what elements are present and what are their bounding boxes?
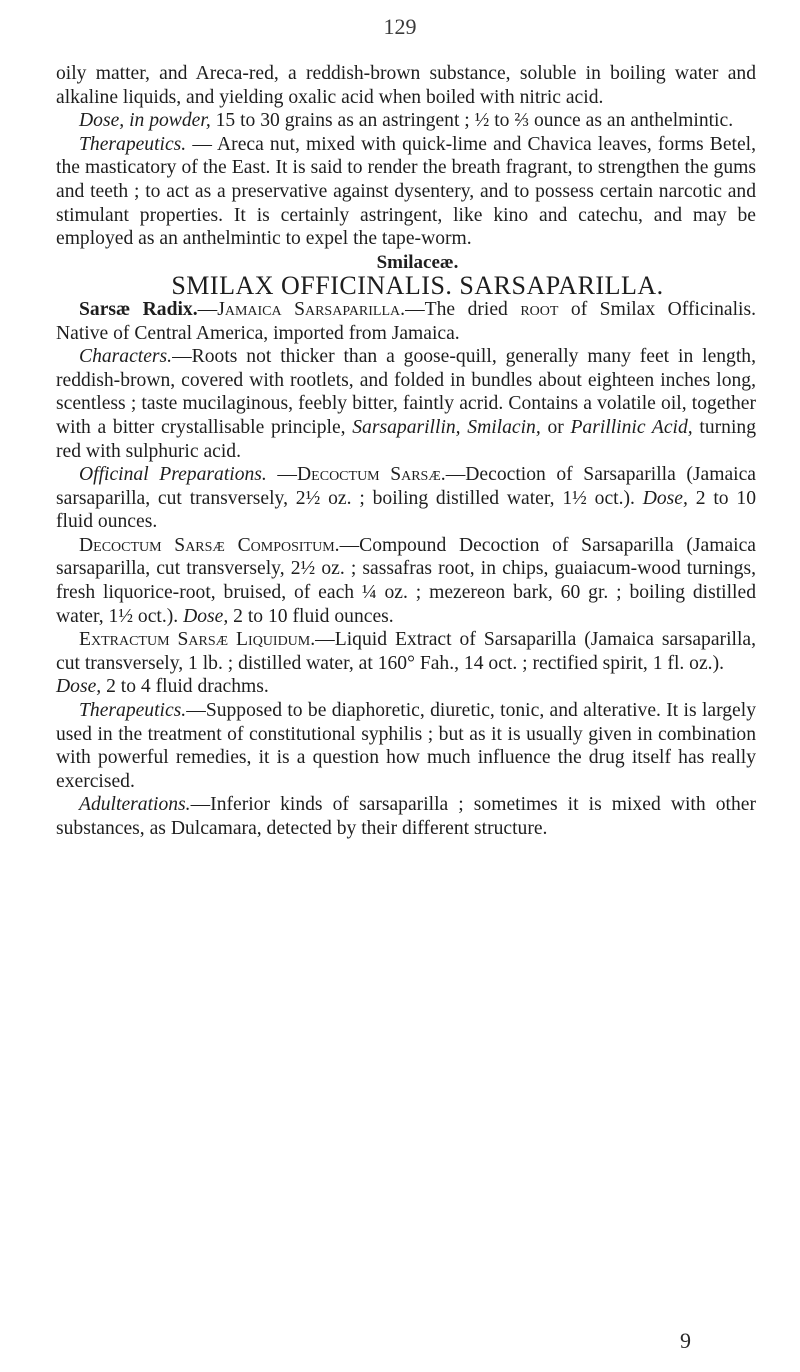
areca-dose-paragraph (56, 109, 756, 133)
compositum-dose: 2 to 10 fluid ounces. (228, 605, 394, 627)
signature-mark: 9 (680, 1328, 691, 1353)
adulterations-label: Adulterations. (79, 794, 191, 816)
extractum-dose: 2 to 4 fluid drachms. (101, 676, 269, 698)
smilax-therapeutics-label: Therapeutics. (79, 700, 187, 722)
compositum-text: —Compound Decoction of Sarsaparilla (Jamaica sarsaparilla, cut transversely, 2½ oz. ; sassafras root, in chips, guaiacum-wood turnings, fresh liquorice-root, bruised, of each ¼ oz. ; mezereon bark, 60 gr. ; boiling distilled water, 1½ oct.). (56, 534, 756, 627)
decoctum-dose: 2 to 10 fluid ounces. (56, 487, 756, 533)
areca-dose-text: 15 to 30 grains as an astringent ; ½ to ⅔ ounce as an anthelmintic. (210, 110, 734, 132)
sarsae-radix-paragraph (56, 298, 756, 345)
characters-label: Characters. (79, 346, 173, 368)
decoctum-dose-label: Dose, (642, 487, 688, 509)
page-number: 129 (383, 14, 417, 39)
areca-therapeutics-text: — Areca nut, mixed with quick-lime and Chavica leaves, forms Betel, the masticatory of the East. It is said to render the breath fragrant, to strengthen the gums and teeth ; to act as a preservative against dysentery, and to possess certain narcotic and stimulant properties. It is certainly astringent, like kino and catechu, and may be employed as an anthelmintic to expel the tape-worm. (56, 133, 756, 250)
smilax-species-title: SMILAX OFFICINALIS. SARSAPARILLA. (171, 271, 664, 301)
sarsae-radix-root-word: root (520, 298, 559, 320)
characters-parillinic-acid: Parillinic Acid, (570, 416, 693, 438)
page-body (56, 62, 756, 841)
sarsae-radix-label: Sarsæ Radix. (79, 298, 198, 320)
extractum-dose-line (56, 675, 756, 699)
smilax-family-heading: Smilaceæ. (376, 251, 459, 273)
sarsae-radix-text-2: of Smilax Officinalis. Native of Central America, imported from Jamaica. (56, 298, 756, 344)
areca-continuation-paragraph (56, 62, 756, 109)
adulterations-text: —Inferior kinds of sarsaparilla ; sometimes it is mixed with other substances, as Dulcamara, detected by their different structure. (56, 794, 756, 839)
areca-therapeutics-paragraph (56, 133, 756, 251)
compositum-dose-label: Dose, (183, 605, 229, 627)
extractum-dose-label: Dose, (56, 676, 102, 698)
sarsae-radix-text-1: —The dried (405, 298, 521, 320)
extractum-name: Extractum Sarsæ Liquidum. (79, 629, 316, 651)
decoctum-name: —Decoctum Sarsæ. (266, 464, 446, 486)
areca-continuation-text: oily matter, and Areca-red, a reddish-brown substance, soluble in boiling water and alkaline liquids, and yielding oxalic acid when boiled with nitric acid. (56, 63, 756, 108)
compositum-paragraph (56, 534, 756, 628)
extractum-paragraph (56, 628, 756, 675)
characters-paragraph (56, 345, 756, 463)
extractum-text: —Liquid Extract of Sarsaparilla (Jamaica sarsaparilla, cut transversely, 1 lb. ; distilled water, at 160° Fah., 14 oct. ; rectified spirit, 1 fl. oz.). (56, 629, 756, 674)
compositum-name: Decoctum Sarsæ Compositum. (79, 534, 340, 556)
areca-dose-label: Dose, in powder, (79, 110, 211, 132)
characters-or: or (540, 416, 571, 438)
decoctum-paragraph (56, 463, 756, 534)
characters-end: turning red with sulphuric acid. (56, 416, 756, 462)
adulterations-paragraph (56, 793, 756, 840)
smilax-therapeutics-text: —Supposed to be diaphoretic, diuretic, tonic, and alterative. It is largely used in the treatment of constitutional syphilis ; but as it is usually given in combination with powerful remedies, it is a question how much influence the drug itself has really exercised. (56, 700, 756, 792)
decoctum-text: —Decoction of Sarsaparilla (Jamaica sarsaparilla, cut transversely, 2½ oz. ; boiling distilled water, 1½ oct.). (56, 464, 756, 509)
characters-principle-names: Sarsaparillin, Smilacin, (352, 416, 541, 438)
areca-therapeutics-label: Therapeutics. (79, 133, 187, 155)
preparations-label: Officinal Preparations. (79, 464, 267, 486)
characters-text: —Roots not thicker than a goose-quill, generally many feet in length, reddish-brown, covered with rootlets, and folded in bundles about eighteen inches long, scentless ; taste mucilaginous, feebly bitter, faintly acrid. Contains a volatile oil, together with a bitter crystallisable principle, (56, 346, 756, 438)
smilax-therapeutics-paragraph (56, 699, 756, 793)
jamaica-sarsaparilla-name: —Jamaica Sarsaparilla. (197, 298, 406, 320)
